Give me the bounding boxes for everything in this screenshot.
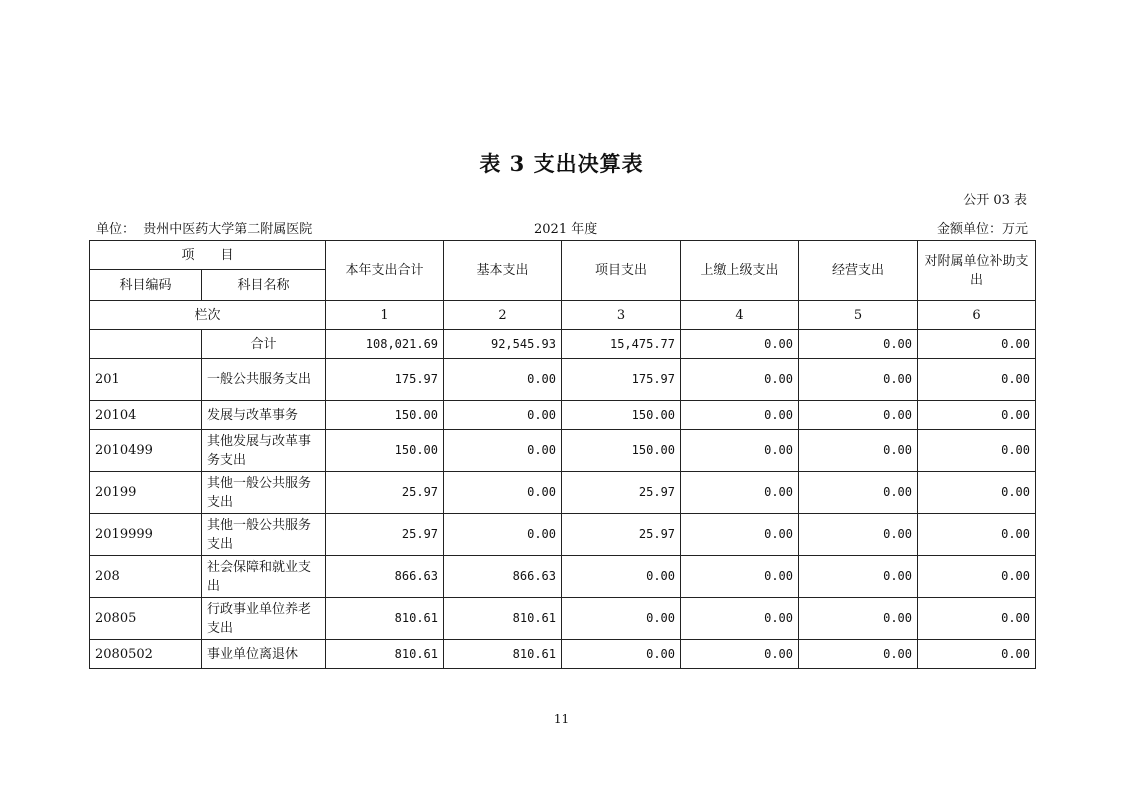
amount-cell: 0.00 (918, 598, 1036, 640)
header-subject-name: 科目名称 (202, 270, 326, 301)
header-col-total: 本年支出合计 (326, 241, 444, 301)
amount-cell: 0.00 (562, 640, 681, 669)
subject-name: 其他发展与改革事务支出 (202, 430, 326, 472)
subject-name: 其他一般公共服务支出 (202, 472, 326, 514)
amount-cell: 866.63 (444, 556, 562, 598)
subject-name: 事业单位离退休 (202, 640, 326, 669)
table-row (90, 598, 1036, 640)
expenditure-table (89, 240, 1036, 669)
row-index-label: 栏次 (90, 301, 326, 330)
meta-row (96, 218, 1028, 236)
amount-cell: 866.63 (326, 556, 444, 598)
amount-cell: 25.97 (326, 472, 444, 514)
amount-cell: 0.00 (681, 514, 799, 556)
amount-cell: 0.00 (562, 598, 681, 640)
subject-name: 社会保障和就业支出 (202, 556, 326, 598)
amount-cell: 810.61 (326, 598, 444, 640)
amount-cell: 25.97 (326, 514, 444, 556)
amount-cell: 0.00 (681, 472, 799, 514)
header-col-project: 项目支出 (562, 241, 681, 301)
amount-cell: 0.00 (444, 514, 562, 556)
amount-cell: 0.00 (799, 598, 918, 640)
total-value: 92,545.93 (444, 330, 562, 359)
amount-cell: 150.00 (326, 430, 444, 472)
subject-name: 发展与改革事务 (202, 401, 326, 430)
money-unit: 金额单位：万元 (936, 222, 1028, 237)
table-row (90, 556, 1036, 598)
column-number: 6 (918, 301, 1036, 330)
amount-cell: 0.00 (681, 598, 799, 640)
amount-cell: 0.00 (681, 640, 799, 669)
amount-cell: 810.61 (444, 640, 562, 669)
amount-cell: 0.00 (918, 514, 1036, 556)
subject-name: 行政事业单位养老支出 (202, 598, 326, 640)
amount-cell: 0.00 (444, 430, 562, 472)
amount-cell: 25.97 (562, 472, 681, 514)
total-value: 15,475.77 (562, 330, 681, 359)
header-item: 项 目 (90, 241, 326, 270)
amount-cell: 0.00 (562, 556, 681, 598)
amount-cell: 810.61 (444, 598, 562, 640)
subject-code: 2080502 (90, 640, 202, 669)
amount-cell: 0.00 (799, 401, 918, 430)
total-value: 0.00 (918, 330, 1036, 359)
table-row (90, 359, 1036, 401)
table-row (90, 514, 1036, 556)
header-col-basic: 基本支出 (444, 241, 562, 301)
header-col-remit: 上缴上级支出 (681, 241, 799, 301)
subject-name: 其他一般公共服务支出 (202, 514, 326, 556)
header-col-subsidy: 对附属单位补助支出 (918, 241, 1036, 301)
amount-cell: 0.00 (799, 514, 918, 556)
form-code: 公开 03 表 (963, 193, 1027, 208)
fiscal-year: 2021 年度 (534, 222, 598, 237)
subject-code: 201 (90, 359, 202, 401)
subject-name: 一般公共服务支出 (202, 359, 326, 401)
subject-code: 2019999 (90, 514, 202, 556)
amount-cell: 0.00 (799, 472, 918, 514)
subject-code: 2010499 (90, 430, 202, 472)
amount-cell: 0.00 (918, 640, 1036, 669)
amount-cell: 175.97 (562, 359, 681, 401)
subject-code: 20104 (90, 401, 202, 430)
amount-cell: 0.00 (799, 430, 918, 472)
amount-cell: 0.00 (681, 556, 799, 598)
subject-code: 20199 (90, 472, 202, 514)
amount-cell: 0.00 (799, 556, 918, 598)
unit-info (96, 218, 312, 237)
amount-cell: 150.00 (326, 401, 444, 430)
amount-cell: 0.00 (918, 430, 1036, 472)
amount-cell: 0.00 (918, 401, 1036, 430)
header-col-operating: 经营支出 (799, 241, 918, 301)
page-number: 11 (553, 712, 570, 726)
column-number: 2 (444, 301, 562, 330)
amount-cell: 0.00 (918, 359, 1036, 401)
total-row (90, 330, 1036, 359)
amount-cell: 0.00 (918, 472, 1036, 514)
amount-cell: 810.61 (326, 640, 444, 669)
header-row-1 (90, 241, 1036, 270)
amount-cell: 0.00 (681, 430, 799, 472)
column-number: 1 (326, 301, 444, 330)
amount-cell: 0.00 (444, 472, 562, 514)
table-row (90, 640, 1036, 669)
column-number: 5 (799, 301, 918, 330)
amount-cell: 150.00 (562, 401, 681, 430)
unit-label: 单位： (96, 222, 136, 237)
subject-code: 208 (90, 556, 202, 598)
amount-cell: 0.00 (918, 556, 1036, 598)
total-value: 0.00 (681, 330, 799, 359)
total-label: 合计 (202, 330, 326, 359)
amount-cell: 0.00 (799, 359, 918, 401)
amount-cell: 175.97 (326, 359, 444, 401)
amount-cell: 0.00 (681, 359, 799, 401)
column-number-row (90, 301, 1036, 330)
column-number: 3 (562, 301, 681, 330)
amount-cell: 25.97 (562, 514, 681, 556)
column-number: 4 (681, 301, 799, 330)
amount-cell: 0.00 (681, 401, 799, 430)
amount-cell: 0.00 (444, 401, 562, 430)
page-title: 表 3 支出决算表 (479, 151, 644, 176)
table-row (90, 430, 1036, 472)
subject-code: 20805 (90, 598, 202, 640)
table-row (90, 472, 1036, 514)
header-subject-code: 科目编码 (90, 270, 202, 301)
total-value: 0.00 (799, 330, 918, 359)
amount-cell: 0.00 (444, 359, 562, 401)
amount-cell: 150.00 (562, 430, 681, 472)
table-row (90, 401, 1036, 430)
unit-name: 贵州中医药大学第二附属医院 (143, 222, 313, 237)
total-value: 108,021.69 (326, 330, 444, 359)
total-code-cell (90, 330, 202, 359)
amount-cell: 0.00 (799, 640, 918, 669)
